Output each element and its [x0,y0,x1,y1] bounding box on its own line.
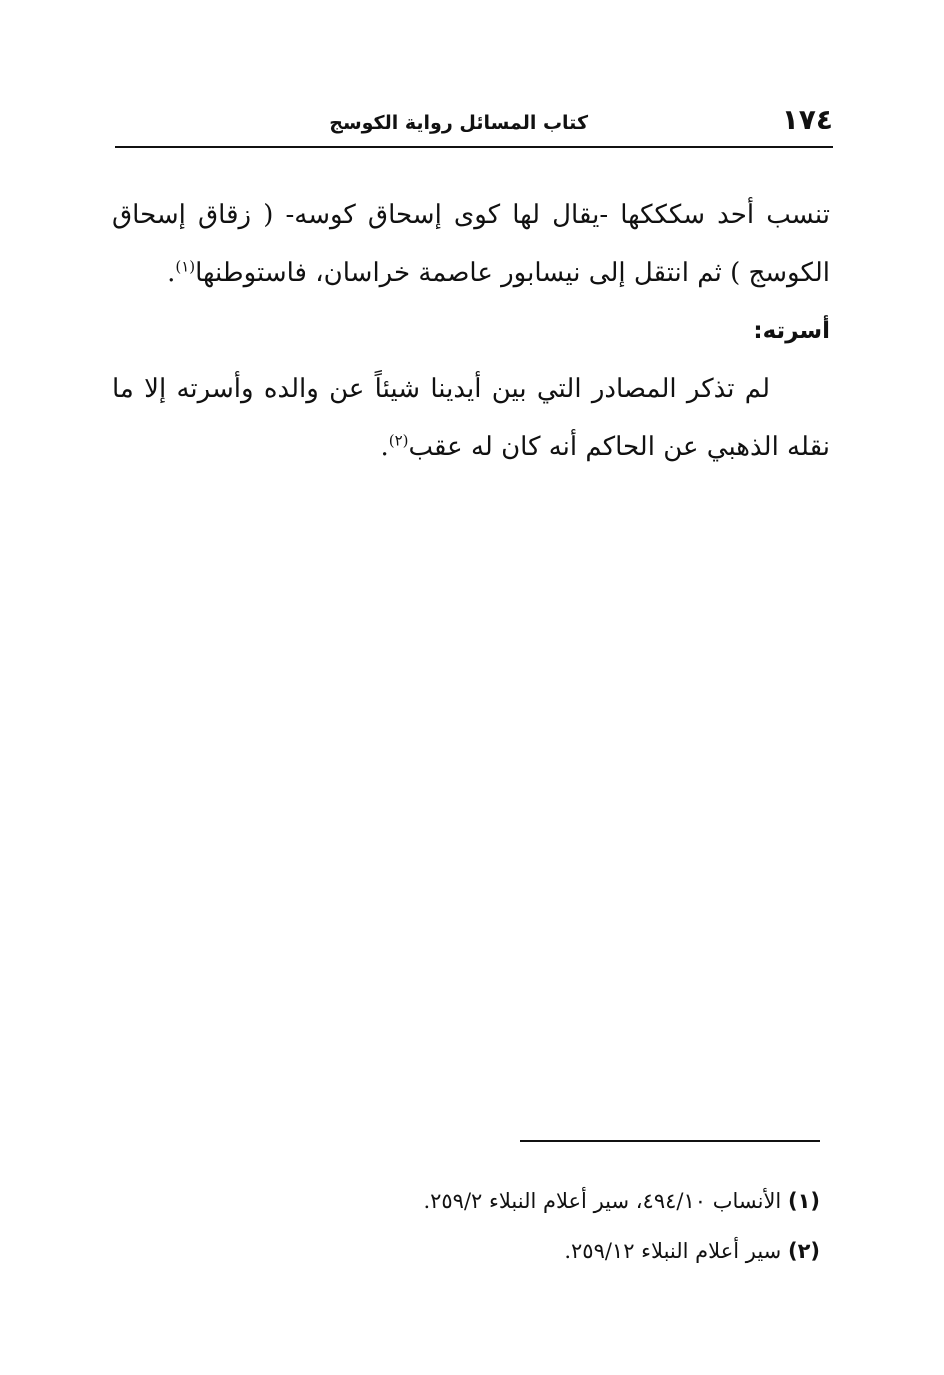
header-rule [115,146,833,148]
footnotes [112,1176,820,1276]
page-number: ١٧٤ [781,103,833,136]
paragraph-origin-end: . [167,258,176,288]
paragraph-family [112,360,830,476]
footnote-1 [112,1176,820,1226]
paragraph-origin-text: تنسب أحد سكككها -يقال لها كوى إسحاق كوسه- ( زقاق إسحاق الكوسج ) ثم انتقل إلى نيسابور عاصمة خراسان، فاستوطنها [112,200,830,288]
section-heading-family: أسرته: [753,318,830,344]
footnote-rule [520,1140,820,1142]
running-title: كتاب المسائل رواية الكوسج [329,112,588,134]
footnote-1-text: الأنساب ٤٩٤/١٠، سير أعلام النبلاء ٢٥٩/٢. [423,1189,782,1213]
footnote-ref-2[interactable]: (٢) [388,431,409,450]
footnote-2-number: (٢) [787,1239,820,1263]
paragraph-family-text: لم تذكر المصادر التي بين أيدينا شيئاً عن والده وأسرته إلا ما نقله الذهبي عن الحاكم أنه كان له عقب [112,374,830,462]
footnote-ref-1[interactable]: (١) [175,257,196,276]
paragraph-origin [112,186,830,302]
footnote-2-text: سير أعلام النبلاء ٢٥٩/١٢. [564,1239,782,1263]
main-text [112,186,830,476]
footnote-2 [112,1226,820,1276]
page-header [115,100,833,140]
footnote-1-number: (١) [787,1189,820,1213]
paragraph-family-end: . [380,432,389,462]
